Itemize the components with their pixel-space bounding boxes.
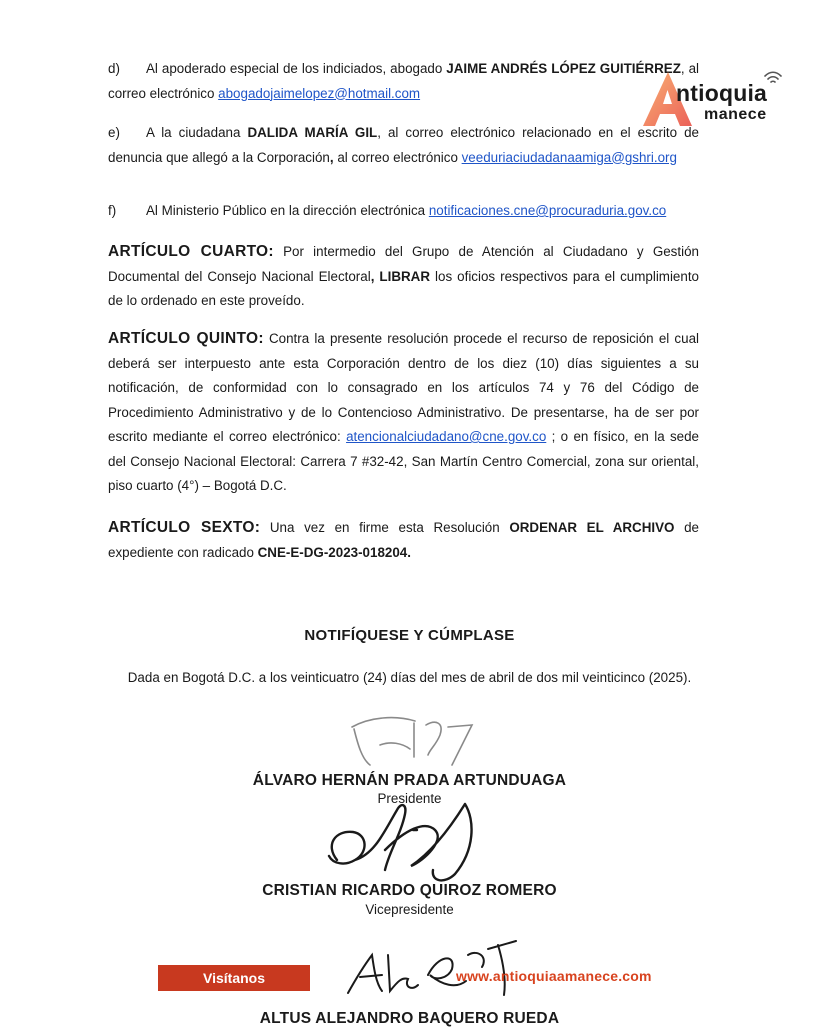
- notification-item-e: e) A la ciudadana DALIDA MARÍA GIL, al correo electrónico relacionado en el escrito de denuncia que allegó a la Corporación, al correo electrónico veeduriaciudadanaamiga@gshri.org: [108, 121, 699, 170]
- item-marker: f): [108, 203, 117, 218]
- articulo-quinto-heading: ARTÍCULO QUINTO:: [108, 330, 264, 347]
- attorney-email-link[interactable]: abogadojaimelopez@hotmail.com: [218, 85, 421, 101]
- signature-vicepresident: [315, 790, 495, 890]
- articulo-sexto-heading: ARTÍCULO SEXTO:: [108, 519, 261, 536]
- signatory-name-3: ALTUS ALEJANDRO BAQUERO RUEDA: [259, 1010, 560, 1027]
- articulo-cuarto: ARTÍCULO CUARTO: Por intermedio del Grupo de Atención al Ciudadano y Gestión Documental del Consejo Nacional Electoral, LIBRAR los oficios respectivos para el cumplimiento de lo ordenado en este proveído.: [108, 243, 699, 308]
- website-link[interactable]: www.antioquiaamanece.com: [456, 968, 652, 984]
- item-marker: d): [108, 61, 120, 76]
- ministerio-email-link[interactable]: notificaciones.cne@procuraduria.gov.co: [428, 203, 667, 218]
- logo-word-amanece: manece: [704, 106, 767, 123]
- signature-president: [340, 705, 490, 775]
- articulo-quinto: ARTÍCULO QUINTO: Contra la presente resolución procede el recurso de reposición el cual deberá ser interpuesto ante esta Corporación dentro de los diez (10) días siguientes a su notificación, de conformidad con lo consagrado en los artículos 74 y 76 del Código de Procedimiento Administrativo y de lo Contencioso Administrativo. De presentarse, ha de ser por escrito mediante el correo electrónico: atencionalciudadano@cne.gov.co ; o en físico, en la sede del Consejo Nacional Electoral: Carrera 7 #32-42, San Martín Centro Comercial, zona sur oriental, piso cuarto (4°) – Bogotá D.C.: [108, 330, 700, 493]
- signatory-name-2: CRISTIAN RICARDO QUIROZ ROMERO: [262, 882, 557, 899]
- closing-title: NOTIFÍQUESE Y CÚMPLASE: [304, 627, 515, 644]
- visit-badge: Visítanos: [158, 965, 310, 991]
- signatory-role-1: Presidente: [377, 791, 442, 806]
- date-line: Dada en Bogotá D.C. a los veinticuatro (24) días del mes de abril de dos mil veinticinco (2025).: [127, 670, 692, 685]
- logo-word-antioquia: ntioquia: [676, 80, 768, 106]
- citizen-email-link[interactable]: veeduriaciudadanaamiga@gshri.org: [461, 149, 677, 165]
- notification-item-f: f) Al Ministerio Público en la dirección electrónica notificaciones.cne@procuraduria.gov.co: [108, 199, 699, 224]
- attorney-name: JAIME ANDRÉS LÓPEZ GUITIÉRREZ: [446, 61, 681, 76]
- item-marker: e): [108, 125, 120, 140]
- citizen-name: DALIDA MARÍA GIL: [247, 125, 378, 140]
- notification-item-d: d) Al apoderado especial de los indiciados, abogado JAIME ANDRÉS LÓPEZ GUITIÉRREZ, al correo electrónico abogadojaimelopez@hotmail.com: [108, 57, 699, 106]
- signatory-name-1: ÁLVARO HERNÁN PRADA ARTUNDUAGA: [252, 772, 567, 789]
- articulo-cuarto-heading: ARTÍCULO CUARTO:: [108, 243, 274, 260]
- antioquia-amanece-logo: [638, 66, 808, 130]
- signatory-role-2: Vicepresidente: [365, 902, 454, 917]
- articulo-sexto: ARTÍCULO SEXTO: Una vez en firme esta Resolución ORDENAR EL ARCHIVO de expediente con radicado CNE-E-DG-2023-018204.: [108, 519, 699, 560]
- atencion-email-link[interactable]: atencionalciudadano@cne.gov.co: [346, 429, 547, 444]
